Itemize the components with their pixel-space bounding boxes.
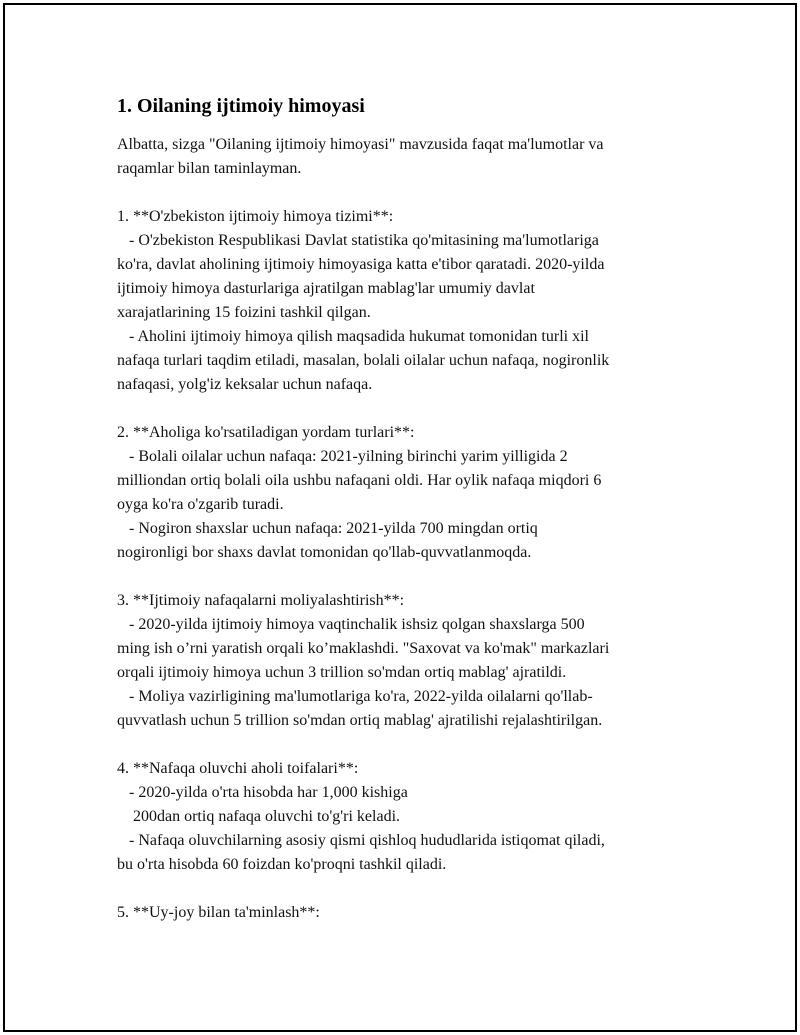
- document-body-text: Albatta, sizga "Oilaning ijtimoiy himoyasi" mavzusida faqat ma'lumotlar va raqamlar bilan taminlayman. 1. **O'zbekiston ijtimoiy himoya tizimi**: - O'zbekiston Respublikasi Davlat statistika qo'mitasining ma'lumotlariga ko'ra, davlat aholining ijtimoiy himoyasiga katta e'tibor qaratadi. 2020-yilda ijtimoiy himoya dasturlariga ajratilgan mablag'lar umumiy davlat xarajatlarining 15 foizini tashkil qilgan. - Aholini ijtimoiy himoya qilish maqsadida hukumat tomonidan turli xil nafaqa turlari taqdim etiladi, masalan, bolali oilalar uchun nafaqa, nogironlik nafaqasi, yolg'iz keksalar uchun nafaqa. 2. **Aholiga ko'rsatiladigan yordam turlari**: - Bolali oilalar uchun nafaqa: 2021-yilning birinchi yarim yilligida 2 milliondan ortiq bolali oila ushbu nafaqani oldi. Har oylik nafaqa miqdori 6 oyga ko'ra o'zgarib turadi. - Nogiron shaxslar uchun nafaqa: 2021-yilda 700 mingdan ortiq nogironligi bor shaxs davlat tomonidan qo'llab-quvvatlanmoqda. 3. **Ijtimoiy nafaqalarni moliyalashtirish**: - 2020-yilda ijtimoiy himoya vaqtinchalik ishsiz qolgan shaxslarga 500 ming ish o’rni yaratish orqali ko’maklashdi. "Saxovat va ko'mak" markazlari orqali ijtimoiy himoya uchun 3 trillion so'mdan ortiq mablag' ajratildi. - Moliya vazirligining ma'lumotlariga ko'ra, 2022-yilda oilalarni qo'llab- quvvatlash uchun 5 trillion so'mdan ortiq mablag' ajratilishi rejalashtirilgan. 4. **Nafaqa oluvchi aholi toifalari**: - 2020-yilda o'rta hisobda har 1,000 kishiga 200dan ortiq nafaqa oluvchi to'g'ri keladi. - Nafaqa oluvchilarning asosiy qismi qishloq hududlarida istiqomat qiladi, bu o'rta hisobda 60 foizdan ko'proqni tashkil qiladi. 5. **Uy-joy bilan ta'minlash**:: [117, 136, 610, 921]
- document-heading: 1. Oilaning ijtimoiy himoyasi: [117, 95, 365, 117]
- document-content: [117, 92, 687, 925]
